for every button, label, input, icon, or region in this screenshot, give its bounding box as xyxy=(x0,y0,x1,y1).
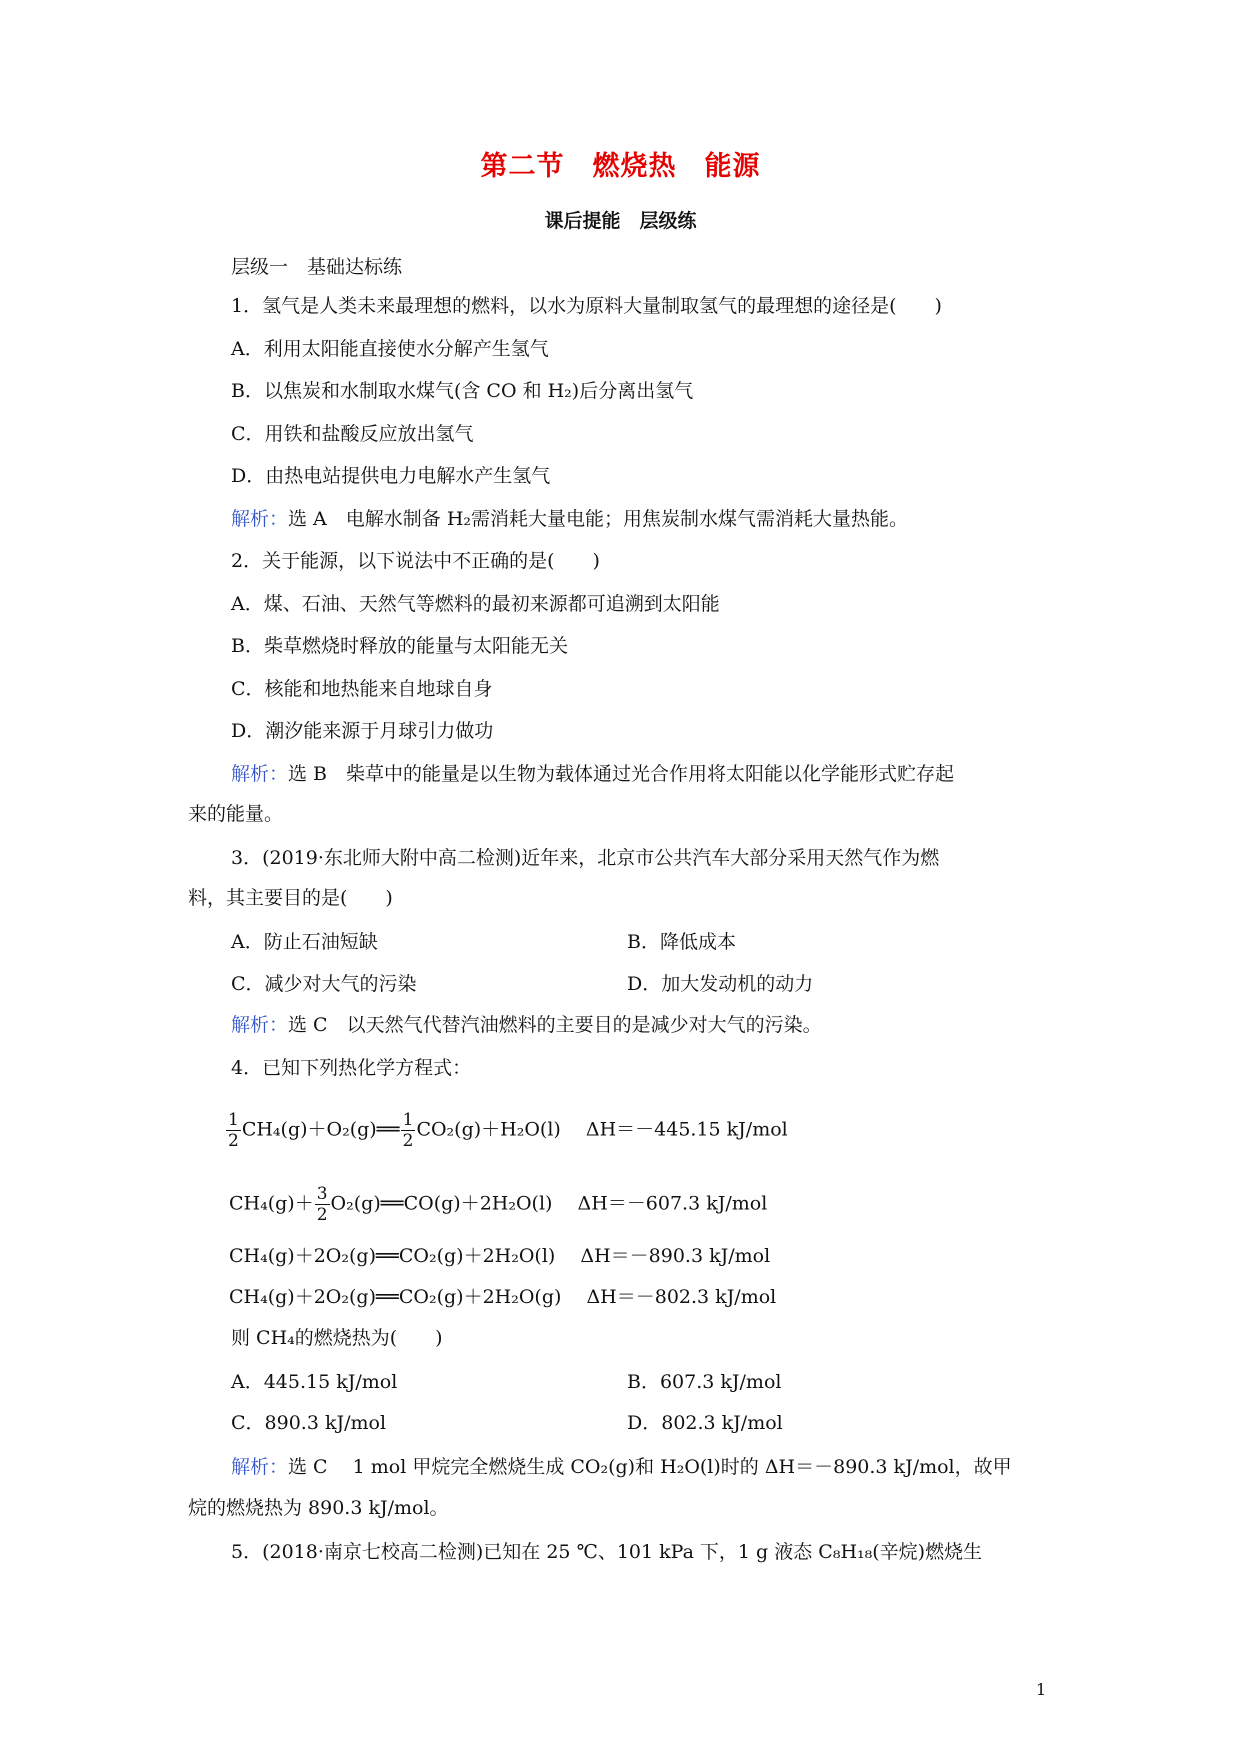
q4-ask: 则 CH₄的燃烧热为( ) xyxy=(231,1327,443,1349)
fraction: $\frac{3}{2}$ xyxy=(316,1184,328,1225)
fraction: $\frac{1}{2}$ xyxy=(402,1110,414,1151)
q4-equation-2: CH₄(g)＋ $\frac{3}{2}$ O₂(g)══CO(g)＋2H₂O(l) ΔH＝－607.3 kJ/mol xyxy=(229,1184,768,1225)
page-number: 1 xyxy=(1036,1680,1047,1699)
q1-option-b: B．以焦炭和水制取水煤气(含 CO 和 H₂)后分离出氢气 xyxy=(231,380,694,402)
q1-analysis xyxy=(231,507,908,531)
q5-stem: 5．(2018·南京七校高二检测)已知在 25 ℃、101 kPa 下，1 g 液态 C₈H₁₈(辛烷)燃烧生 xyxy=(231,1541,983,1563)
q3-option-c: C．减少对大气的污染 xyxy=(231,973,417,995)
q3-option-d: D．加大发动机的动力 xyxy=(627,973,814,995)
analysis-text: 选 B 柴草中的能量是以生物为载体通过光合作用将太阳能以化学能形式贮存起 xyxy=(288,763,955,785)
q4-option-b: B．607.3 kJ/mol xyxy=(627,1371,782,1393)
analysis-label: 解析： xyxy=(231,1014,289,1036)
q3-option-b: B．降低成本 xyxy=(627,931,736,953)
q4-equation-4: CH₄(g)＋2O₂(g)══CO₂(g)＋2H₂O(g) ΔH＝－802.3 kJ/mol xyxy=(229,1286,777,1308)
q2-option-c: C．核能和地热能来自地球自身 xyxy=(231,678,493,700)
q3-stem-cont: 料，其主要目的是( ) xyxy=(188,887,393,909)
q4-option-c: C．890.3 kJ/mol xyxy=(231,1412,387,1434)
q4-stem: 4．已知下列热化学方程式： xyxy=(231,1057,472,1079)
q2-stem: 2．关于能源，以下说法中不正确的是( ) xyxy=(231,550,600,572)
analysis-label: 解析： xyxy=(231,763,289,785)
analysis-text: 选 C 以天然气代替汽油燃料的主要目的是减少对大气的污染。 xyxy=(288,1014,822,1036)
fraction: $\frac{1}{2}$ xyxy=(228,1110,239,1151)
q4-analysis-cont: 烷的燃烧热为 890.3 kJ/mol。 xyxy=(188,1497,449,1519)
q3-option-a: A．防止石油短缺 xyxy=(231,931,378,953)
analysis-text: 选 A 电解水制备 H₂需消耗大量电能；用焦炭制水煤气需消耗大量热能。 xyxy=(288,508,909,530)
q4-equation-1: $\frac{1}{2}$ CH₄(g)＋O₂(g)══ $\frac{1}{2}$ CO₂(g)＋H₂O(l) ΔH＝－445.15 kJ/mol xyxy=(228,1110,788,1151)
q4-option-a: A．445.15 kJ/mol xyxy=(231,1371,398,1393)
q3-analysis xyxy=(231,1013,822,1037)
q3-stem: 3．(2019·东北师大附中高二检测)近年来，北京市公共汽车大部分采用天然气作为燃 xyxy=(231,847,940,869)
q1-option-d: D．由热电站提供电力电解水产生氢气 xyxy=(231,465,551,487)
level-heading: 层级一 基础达标练 xyxy=(231,256,403,278)
q2-option-b: B．柴草燃烧时释放的能量与太阳能无关 xyxy=(231,635,568,657)
q2-analysis xyxy=(231,762,954,786)
q4-analysis xyxy=(231,1455,1012,1479)
q1-stem: 1．氢气是人类未来最理想的燃料，以水为原料大量制取氢气的最理想的途径是( ) xyxy=(231,295,942,317)
analysis-label: 解析： xyxy=(231,508,289,530)
q1-option-a: A．利用太阳能直接使水分解产生氢气 xyxy=(231,338,549,360)
page-subtitle: 课后提能 层级练 xyxy=(544,210,697,232)
page-title: 第二节 燃烧热 能源 xyxy=(480,151,761,182)
analysis-text: 选 C 1 mol 甲烷完全燃烧生成 CO₂(g)和 H₂O(l)时的 ΔH＝－890.3 kJ/mol，故甲 xyxy=(288,1456,1012,1478)
q2-analysis-cont: 来的能量。 xyxy=(188,803,284,825)
q1-option-c: C．用铁和盐酸反应放出氢气 xyxy=(231,423,474,445)
q2-option-d: D．潮汐能来源于月球引力做功 xyxy=(231,720,494,742)
q4-equation-3: CH₄(g)＋2O₂(g)══CO₂(g)＋2H₂O(l) ΔH＝－890.3 kJ/mol xyxy=(229,1245,771,1267)
q4-option-d: D．802.3 kJ/mol xyxy=(627,1412,783,1434)
analysis-label: 解析： xyxy=(231,1456,289,1478)
q2-option-a: A．煤、石油、天然气等燃料的最初来源都可追溯到太阳能 xyxy=(231,593,720,615)
